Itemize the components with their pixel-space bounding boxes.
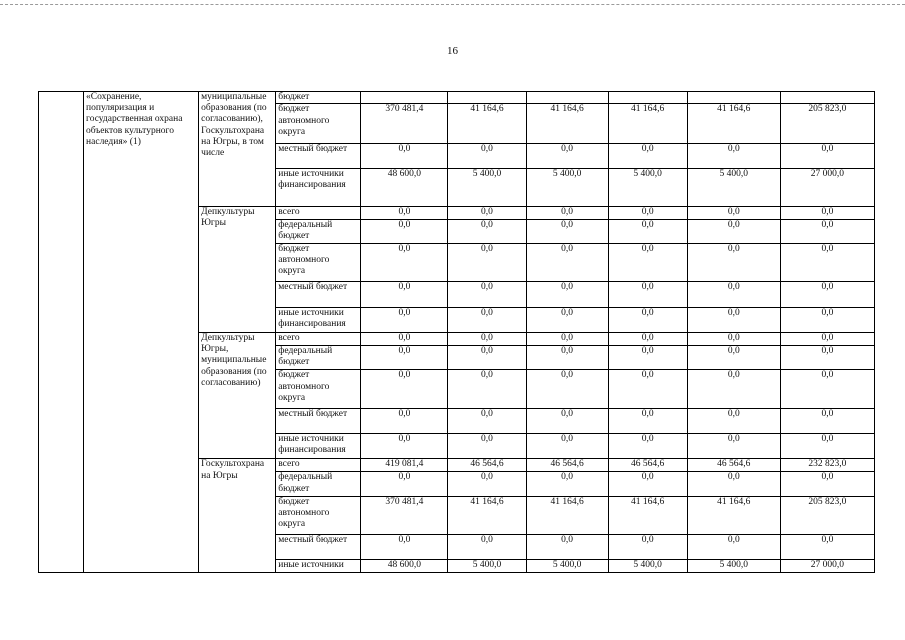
- amount-cell: 0,0: [526, 408, 608, 433]
- amount-cell: 0,0: [526, 243, 608, 281]
- funding-source-cell: местный бюджет: [276, 535, 361, 560]
- amount-cell: [361, 92, 448, 104]
- amount-cell: 232 823,0: [780, 459, 874, 472]
- amount-cell: 0,0: [448, 346, 526, 370]
- amount-cell: 0,0: [687, 346, 780, 370]
- funding-source-cell: иные источники: [276, 560, 361, 573]
- amount-cell: 0,0: [526, 472, 608, 496]
- amount-cell: 0,0: [448, 370, 526, 408]
- amount-cell: [448, 92, 526, 104]
- amount-cell: 41 164,6: [448, 104, 526, 143]
- amount-cell: 0,0: [780, 307, 874, 332]
- funding-source-cell: иные источники финансирования: [276, 169, 361, 206]
- amount-cell: [687, 92, 780, 104]
- amount-cell: 0,0: [361, 206, 448, 219]
- amount-cell: 48 600,0: [361, 560, 448, 573]
- amount-cell: 0,0: [687, 332, 780, 345]
- amount-cell: 5 400,0: [448, 560, 526, 573]
- amount-cell: 0,0: [361, 282, 448, 307]
- amount-cell: 41 164,6: [608, 496, 687, 534]
- amount-cell: 0,0: [608, 370, 687, 408]
- row-number-cell: [39, 92, 84, 573]
- amount-cell: 0,0: [780, 535, 874, 560]
- amount-cell: 0,0: [780, 346, 874, 370]
- amount-cell: 0,0: [608, 307, 687, 332]
- amount-cell: 46 564,6: [687, 459, 780, 472]
- page-number: 16: [447, 45, 458, 57]
- amount-cell: 0,0: [780, 434, 874, 459]
- funding-source-cell: местный бюджет: [276, 143, 361, 168]
- table-body: [39, 92, 875, 573]
- amount-cell: 0,0: [448, 535, 526, 560]
- funding-source-cell: бюджет автономного округа: [276, 370, 361, 408]
- amount-cell: [780, 92, 874, 104]
- amount-cell: 0,0: [608, 346, 687, 370]
- amount-cell: 0,0: [608, 219, 687, 243]
- amount-cell: 0,0: [361, 370, 448, 408]
- executor-cell: Госкультохрана на Югры: [199, 459, 276, 573]
- amount-cell: 0,0: [526, 434, 608, 459]
- funding-source-cell: бюджет автономного округа: [276, 496, 361, 534]
- amount-cell: 0,0: [448, 206, 526, 219]
- amount-cell: 27 000,0: [780, 560, 874, 573]
- amount-cell: 41 164,6: [687, 496, 780, 534]
- amount-cell: 41 164,6: [608, 104, 687, 143]
- amount-cell: 0,0: [687, 434, 780, 459]
- amount-cell: 0,0: [361, 219, 448, 243]
- amount-cell: 0,0: [780, 332, 874, 345]
- amount-cell: 0,0: [361, 535, 448, 560]
- amount-cell: 0,0: [526, 346, 608, 370]
- amount-cell: 0,0: [687, 535, 780, 560]
- amount-cell: 0,0: [608, 143, 687, 168]
- amount-cell: 0,0: [448, 243, 526, 281]
- amount-cell: 419 081,4: [361, 459, 448, 472]
- executor-cell: муниципальные образования (по согласованию), Госкультохрана на Югры, в том числе: [199, 92, 276, 207]
- amount-cell: 0,0: [526, 206, 608, 219]
- amount-cell: 5 400,0: [526, 169, 608, 206]
- funding-source-cell: федеральный бюджет: [276, 472, 361, 496]
- amount-cell: 0,0: [448, 408, 526, 433]
- funding-source-cell: бюджет автономного округа: [276, 243, 361, 281]
- amount-cell: 0,0: [448, 219, 526, 243]
- funding-source-cell: федеральный бюджет: [276, 219, 361, 243]
- amount-cell: 0,0: [608, 535, 687, 560]
- amount-cell: 0,0: [608, 434, 687, 459]
- amount-cell: 0,0: [780, 219, 874, 243]
- amount-cell: 0,0: [526, 219, 608, 243]
- amount-cell: 0,0: [361, 434, 448, 459]
- amount-cell: 41 164,6: [448, 496, 526, 534]
- amount-cell: 0,0: [608, 282, 687, 307]
- funding-source-cell: всего: [276, 206, 361, 219]
- amount-cell: 0,0: [361, 332, 448, 345]
- amount-cell: 0,0: [448, 307, 526, 332]
- amount-cell: 0,0: [448, 472, 526, 496]
- amount-cell: 0,0: [608, 472, 687, 496]
- amount-cell: 0,0: [608, 408, 687, 433]
- amount-cell: 5 400,0: [687, 169, 780, 206]
- funding-source-cell: федеральный бюджет: [276, 346, 361, 370]
- amount-cell: 5 400,0: [608, 560, 687, 573]
- amount-cell: 0,0: [361, 408, 448, 433]
- amount-cell: 46 564,6: [526, 459, 608, 472]
- amount-cell: 0,0: [361, 243, 448, 281]
- amount-cell: 41 164,6: [526, 104, 608, 143]
- amount-cell: 0,0: [687, 282, 780, 307]
- amount-cell: 205 823,0: [780, 496, 874, 534]
- amount-cell: 41 164,6: [687, 104, 780, 143]
- amount-cell: 0,0: [448, 282, 526, 307]
- funding-source-cell: местный бюджет: [276, 408, 361, 433]
- amount-cell: 0,0: [687, 472, 780, 496]
- amount-cell: 0,0: [526, 143, 608, 168]
- amount-cell: 205 823,0: [780, 104, 874, 143]
- amount-cell: 46 564,6: [448, 459, 526, 472]
- amount-cell: 5 400,0: [608, 169, 687, 206]
- amount-cell: 0,0: [361, 346, 448, 370]
- amount-cell: 0,0: [361, 472, 448, 496]
- amount-cell: [608, 92, 687, 104]
- funding-source-cell: иные источники финансирования: [276, 307, 361, 332]
- amount-cell: 27 000,0: [780, 169, 874, 206]
- amount-cell: 0,0: [687, 143, 780, 168]
- amount-cell: 0,0: [526, 307, 608, 332]
- amount-cell: 0,0: [780, 408, 874, 433]
- amount-cell: 0,0: [780, 282, 874, 307]
- amount-cell: 0,0: [448, 332, 526, 345]
- amount-cell: 0,0: [780, 143, 874, 168]
- amount-cell: 0,0: [448, 434, 526, 459]
- funding-source-cell: иные источники финансирования: [276, 434, 361, 459]
- amount-cell: 0,0: [526, 535, 608, 560]
- amount-cell: 0,0: [780, 243, 874, 281]
- amount-cell: 5 400,0: [526, 560, 608, 573]
- budget-table: [38, 91, 875, 573]
- task-name-cell: «Сохранение, популяризация и государственная охрана объектов культурного наследия» (1): [84, 92, 199, 573]
- amount-cell: 0,0: [687, 243, 780, 281]
- amount-cell: 0,0: [526, 332, 608, 345]
- funding-source-cell: всего: [276, 459, 361, 472]
- funding-source-cell: бюджет автономного округа: [276, 104, 361, 143]
- executor-cell: Депкультуры Югры, муниципальные образования (по согласованию): [199, 332, 276, 458]
- amount-cell: 0,0: [361, 307, 448, 332]
- executor-cell: Депкультуры Югры: [199, 206, 276, 332]
- amount-cell: 0,0: [526, 370, 608, 408]
- amount-cell: 370 481,4: [361, 104, 448, 143]
- amount-cell: 5 400,0: [448, 169, 526, 206]
- amount-cell: 41 164,6: [526, 496, 608, 534]
- amount-cell: 370 481,4: [361, 496, 448, 534]
- amount-cell: 48 600,0: [361, 169, 448, 206]
- amount-cell: 0,0: [780, 472, 874, 496]
- amount-cell: 0,0: [608, 243, 687, 281]
- amount-cell: 0,0: [780, 370, 874, 408]
- amount-cell: 0,0: [687, 219, 780, 243]
- funding-source-cell: местный бюджет: [276, 282, 361, 307]
- table-row: [39, 92, 875, 104]
- amount-cell: 0,0: [780, 206, 874, 219]
- amount-cell: 46 564,6: [608, 459, 687, 472]
- scan-edge-line: [0, 4, 905, 5]
- amount-cell: 0,0: [608, 332, 687, 345]
- amount-cell: 0,0: [448, 143, 526, 168]
- amount-cell: [526, 92, 608, 104]
- amount-cell: 0,0: [687, 370, 780, 408]
- amount-cell: 0,0: [687, 206, 780, 219]
- funding-source-cell: бюджет: [276, 92, 361, 104]
- amount-cell: 0,0: [526, 282, 608, 307]
- amount-cell: 0,0: [361, 143, 448, 168]
- amount-cell: 0,0: [687, 307, 780, 332]
- amount-cell: 0,0: [687, 408, 780, 433]
- funding-source-cell: всего: [276, 332, 361, 345]
- amount-cell: 0,0: [608, 206, 687, 219]
- amount-cell: 5 400,0: [687, 560, 780, 573]
